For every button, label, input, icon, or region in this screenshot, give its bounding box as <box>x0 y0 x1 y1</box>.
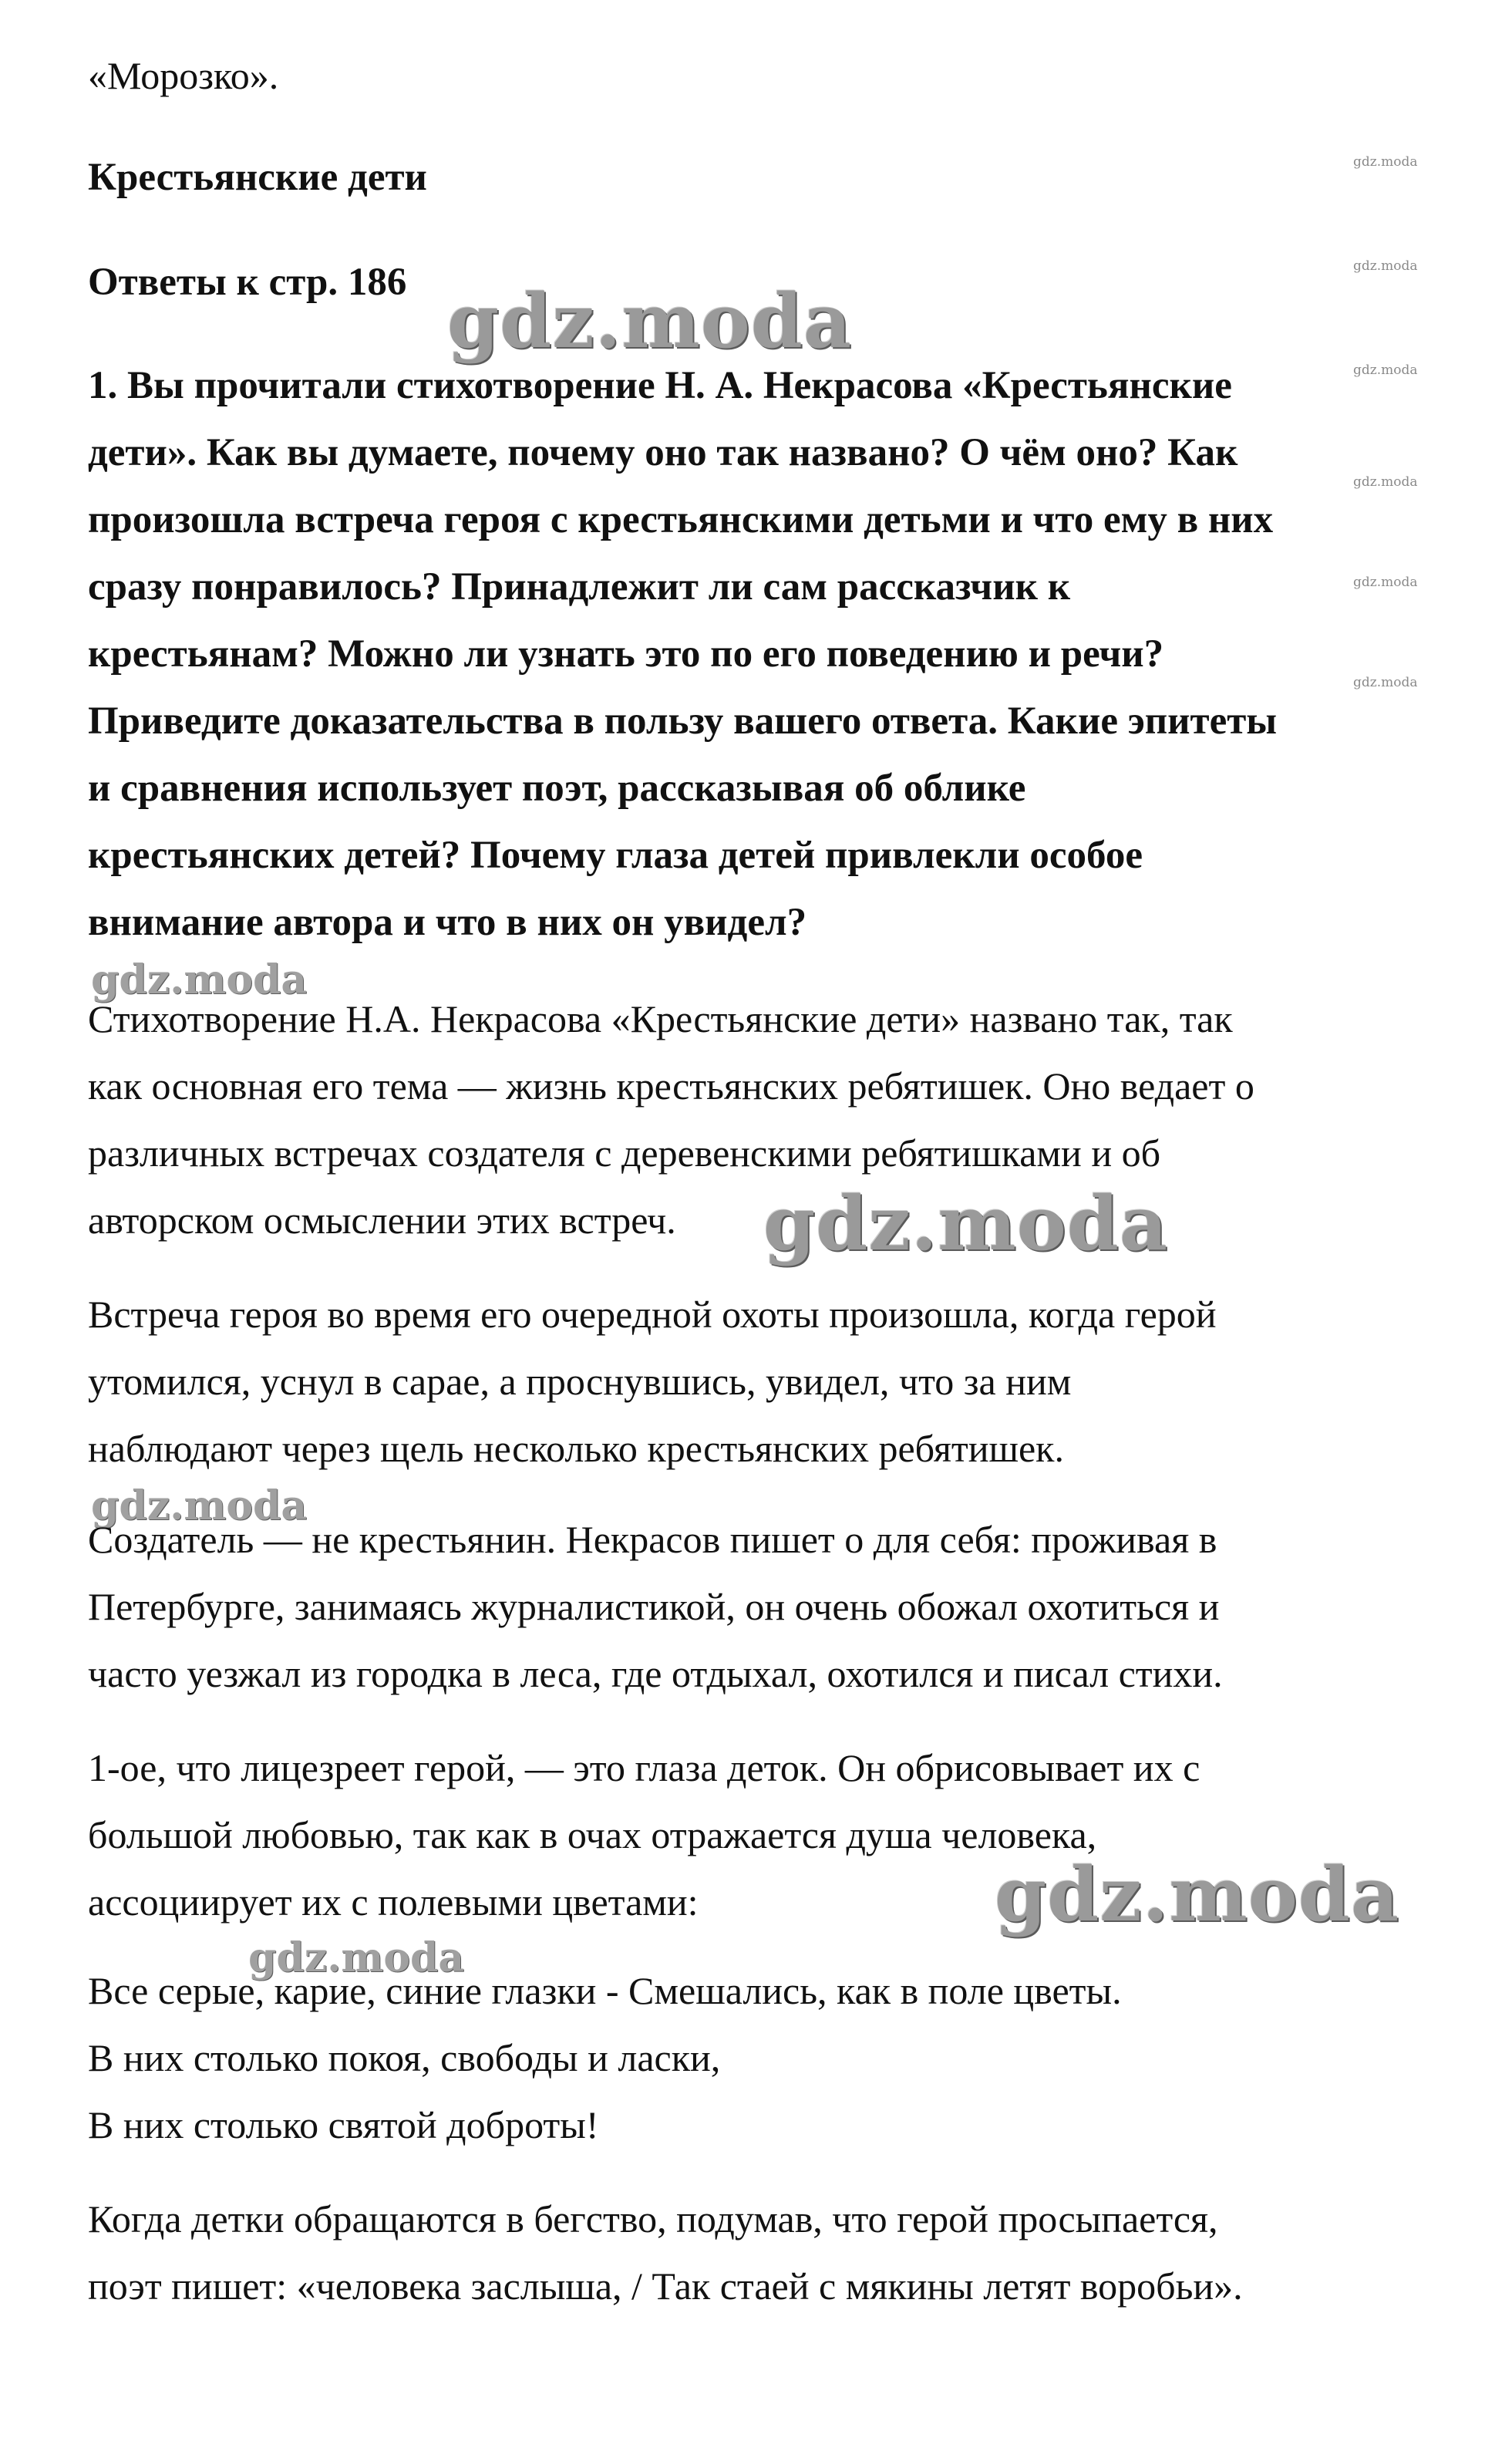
question-line: 1. Вы прочитали стихотворение Н. А. Некрасова «Крестьянские <box>88 364 1232 407</box>
answers-heading: Ответы к стр. 186 <box>88 261 407 304</box>
answer-line: часто уезжал из городка в леса, где отдыхал, охотился и писал стихи. <box>88 1652 1223 1695</box>
watermark-medium: gdz.moda <box>91 956 308 1003</box>
poem-line: В них столько покоя, свободы и ласки, <box>88 2036 721 2079</box>
answer-line: большой любовью, так как в очах отражается душа человека, <box>88 1813 1097 1856</box>
poem-line: Все серые, карие, синие глазки - Смешались, как в поле цветы. <box>88 1969 1122 2012</box>
answer-line: авторском осмыслении этих встреч. <box>88 1199 676 1242</box>
answer-line: Когда детки обращаются в бегство, подумав, что герой просыпается, <box>88 2197 1218 2241</box>
answer-line: Стихотворение Н.А. Некрасова «Крестьянские дети» названо так, так <box>88 997 1233 1040</box>
question-line: внимание автора и что в них он увидел? <box>88 901 807 944</box>
answer-line: как основная его тема — жизнь крестьянских ребятишек. Оно ведает о <box>88 1064 1254 1108</box>
answer-line: Создатель — не крестьянин. Некрасов пишет о для себя: проживая в <box>88 1518 1217 1561</box>
question-line: произошла встреча героя с крестьянскими детьми и что ему в них <box>88 498 1274 541</box>
answer-line: различных встречах создателя с деревенскими ребятишками и об <box>88 1131 1161 1175</box>
watermark-tiny: gdz.moda <box>1353 154 1418 170</box>
answer-line: ассоциирует их с полевыми цветами: <box>88 1880 699 1924</box>
question-line: крестьянам? Можно ли узнать это по его поведению и речи? <box>88 632 1164 676</box>
question-line: сразу понравилось? Принадлежит ли сам рассказчик к <box>88 565 1071 609</box>
watermark-medium: gdz.moda <box>248 1934 465 1981</box>
answer-line: наблюдают через щель несколько крестьянских ребятишек. <box>88 1427 1064 1470</box>
answer-line: Встреча героя во время его очередной охоты произошла, когда герой <box>88 1293 1217 1336</box>
answer-line: 1-ое, что лицезреет герой, — это глаза деток. Он обрисовывает их с <box>88 1746 1201 1789</box>
question-line: Приведите доказательства в пользу вашего ответа. Какие эпитеты <box>88 700 1278 743</box>
question-line: и сравнения использует поэт, рассказывая об облике <box>88 767 1026 810</box>
question-line: дети». Как вы думаете, почему оно так названо? О чём оно? Как <box>88 431 1238 474</box>
watermark-tiny: gdz.moda <box>1353 474 1418 490</box>
watermark-tiny: gdz.moda <box>1353 258 1418 274</box>
answer-line: Петербурге, занимаясь журналистикой, он очень обожал охотиться и <box>88 1585 1220 1628</box>
question-line: крестьянских детей? Почему глаза детей привлекли особое <box>88 834 1143 877</box>
watermark-tiny: gdz.moda <box>1353 362 1418 378</box>
watermark-medium: gdz.moda <box>91 1482 308 1529</box>
watermark-large: gdz.moda <box>763 1180 1169 1267</box>
watermark-large: gdz.moda <box>447 278 853 365</box>
section-title: Крестьянские дети <box>88 156 427 199</box>
watermark-tiny: gdz.moda <box>1353 675 1418 690</box>
poem-line: В них столько святой доброты! <box>88 2103 599 2146</box>
answer-line: утомился, уснул в сарае, а проснувшись, увидел, что за ним <box>88 1360 1072 1403</box>
answer-line: поэт пишет: «человека заслыша, / Так стаей с мякины летят воробьи». <box>88 2264 1243 2308</box>
text-line: «Морозко». <box>88 54 279 97</box>
watermark-large: gdz.moda <box>995 1851 1400 1938</box>
watermark-tiny: gdz.moda <box>1353 575 1418 590</box>
